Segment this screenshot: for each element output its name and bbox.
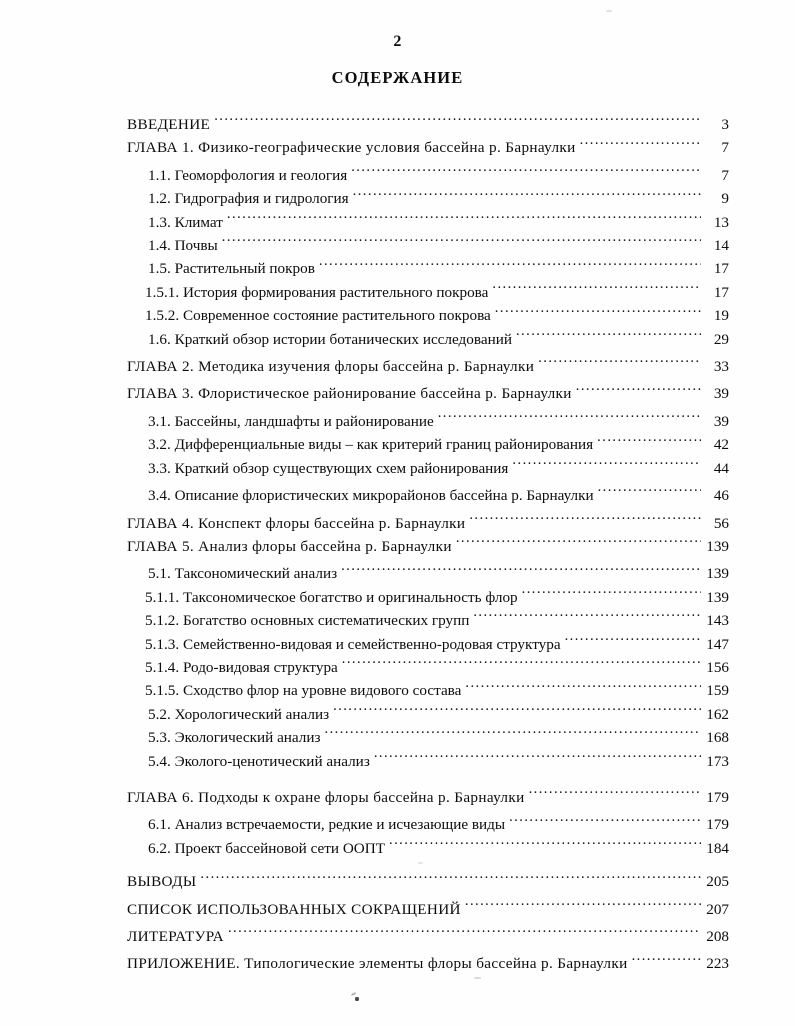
toc-entry-label: ВВЕДЕНИЕ	[127, 116, 211, 133]
toc-leader-dots	[580, 137, 701, 152]
toc-leader-dots	[465, 680, 701, 695]
toc-entry[interactable]	[127, 703, 729, 726]
toc-entry[interactable]	[127, 633, 729, 656]
toc-entry-label: 1.4. Почвы	[148, 237, 218, 255]
toc-entry-label: 5.1.5. Сходство флор на уровне видового состава	[145, 682, 462, 700]
table-of-contents	[127, 113, 729, 976]
toc-entry[interactable]	[127, 234, 729, 257]
toc-entry[interactable]	[127, 750, 729, 773]
toc-entry-page-number: 29	[713, 330, 729, 348]
toc-entry[interactable]	[127, 136, 729, 159]
toc-entry-page-number: 13	[713, 213, 729, 231]
toc-entry-label: 5.1.1. Таксономическое богатство и оригинальность флор	[145, 588, 518, 606]
toc-entry[interactable]	[127, 433, 729, 456]
toc-leader-dots	[465, 898, 701, 913]
toc-entry-page-number: 9	[721, 190, 729, 208]
scan-artifact	[355, 997, 359, 1001]
toc-entry[interactable]	[127, 382, 729, 405]
toc-entry-label: 6.2. Проект бассейновой сети ООПТ	[148, 839, 385, 857]
scan-artifact	[418, 862, 423, 864]
toc-leader-dots	[576, 383, 701, 398]
toc-entry-page-number: 147	[706, 635, 729, 653]
toc-entry-page-number: 143	[706, 612, 729, 630]
toc-entry-page-number: 39	[713, 385, 729, 403]
toc-entry-label: ПРИЛОЖЕНИЕ. Типологические элементы флоры бассейна р. Барнаулки	[127, 955, 628, 973]
toc-entry[interactable]	[127, 562, 729, 585]
toc-entry-page-number: 173	[706, 752, 729, 770]
toc-leader-dots	[522, 587, 701, 602]
toc-entry[interactable]	[127, 211, 729, 234]
toc-entry[interactable]	[127, 257, 729, 280]
toc-leader-dots	[516, 328, 701, 343]
toc-leader-dots	[374, 750, 701, 765]
toc-entry[interactable]	[127, 304, 729, 327]
toc-leader-dots	[353, 188, 701, 203]
scan-artifact	[606, 10, 612, 12]
toc-entry-label: ГЛАВА 5. Анализ флоры бассейна р. Барнаулки	[127, 537, 452, 555]
toc-entry-label: 5.1.2. Богатство основных систематических групп	[145, 612, 470, 630]
toc-entry-label: ГЛАВА 4. Конспект флоры бассейна р. Барнаулки	[127, 514, 466, 532]
toc-leader-dots	[438, 411, 701, 426]
page-number: 2	[393, 33, 402, 50]
toc-entry[interactable]	[127, 679, 729, 702]
toc-entry-page-number: 223	[706, 955, 729, 973]
toc-entry[interactable]	[127, 925, 729, 948]
toc-entry-label: ГЛАВА 2. Методика изучения флоры бассейна р. Барнаулки	[127, 358, 535, 376]
toc-entry[interactable]	[127, 187, 729, 210]
toc-leader-dots	[389, 838, 701, 853]
toc-entry-page-number: 39	[713, 412, 729, 430]
toc-entry-page-number: 159	[706, 682, 729, 700]
toc-entry[interactable]	[127, 609, 729, 632]
toc-entry[interactable]	[127, 813, 729, 836]
toc-leader-dots	[512, 458, 701, 473]
toc-entry[interactable]	[127, 586, 729, 609]
toc-leader-dots	[509, 814, 701, 829]
toc-entry-page-number: 184	[706, 839, 729, 857]
toc-leader-dots	[598, 485, 701, 500]
toc-leader-dots	[351, 165, 701, 180]
toc-leader-dots	[222, 235, 701, 250]
toc-entry-page-number: 139	[706, 588, 729, 606]
toc-entry-label: 1.6. Краткий обзор истории ботанических исследований	[148, 330, 512, 348]
toc-entry-label: 3.3. Краткий обзор существующих схем районирования	[148, 459, 509, 477]
toc-leader-dots	[632, 953, 701, 968]
toc-leader-dots	[319, 258, 701, 273]
toc-entry-page-number: 3	[721, 116, 729, 133]
toc-entry-label: ВЫВОДЫ	[127, 873, 197, 891]
toc-entry[interactable]	[127, 870, 729, 893]
toc-entry-page-number: 17	[713, 283, 729, 301]
toc-entry[interactable]	[127, 410, 729, 433]
toc-leader-dots	[538, 356, 701, 371]
toc-entry-page-number: 19	[713, 307, 729, 325]
toc-entry-page-number: 42	[713, 436, 729, 454]
toc-leader-dots	[200, 871, 701, 886]
toc-leader-dots	[333, 704, 701, 719]
toc-leader-dots	[529, 787, 701, 802]
toc-entry-page-number: 162	[706, 705, 729, 723]
toc-entry-label: 6.1. Анализ встречаемости, редкие и исчезающие виды	[148, 816, 506, 834]
toc-leader-dots	[342, 657, 701, 672]
scan-artifact	[474, 977, 481, 979]
toc-entry[interactable]	[127, 328, 729, 351]
toc-leader-dots	[214, 114, 701, 129]
toc-entry[interactable]	[127, 484, 729, 507]
toc-leader-dots	[228, 926, 701, 941]
toc-entry-label: 3.1. Бассейны, ландшафты и районирование	[148, 412, 434, 430]
toc-entry[interactable]	[127, 512, 729, 535]
toc-entry[interactable]	[127, 786, 729, 809]
toc-entry-page-number: 207	[706, 900, 729, 918]
toc-entry[interactable]	[127, 164, 729, 187]
toc-entry-label: ГЛАВА 1. Физико-географические условия бассейна р. Барнаулки	[127, 139, 576, 157]
toc-entry-label: ЛИТЕРАТУРА	[127, 928, 224, 945]
toc-entry-label: 1.5. Растительный покров	[148, 260, 315, 278]
toc-leader-dots	[227, 211, 701, 226]
toc-leader-dots	[341, 563, 701, 578]
toc-entry-page-number: 205	[706, 873, 729, 891]
toc-entry[interactable]	[127, 281, 729, 304]
toc-entry[interactable]	[127, 952, 729, 975]
toc-leader-dots	[492, 282, 701, 297]
toc-entry-page-number: 14	[713, 237, 729, 255]
toc-entry-page-number: 139	[706, 565, 729, 583]
scan-artifact	[351, 992, 356, 996]
toc-entry[interactable]	[127, 535, 729, 558]
toc-leader-dots	[325, 727, 701, 742]
toc-leader-dots	[495, 305, 701, 320]
toc-entry-label: 1.1. Геоморфология и геология	[148, 166, 348, 184]
toc-entry-label: 1.3. Климат	[148, 213, 223, 231]
toc-entry-page-number: 139	[706, 537, 729, 555]
toc-entry-page-number: 44	[713, 459, 729, 477]
toc-entry-page-number: 46	[713, 487, 729, 505]
toc-entry-label: 3.4. Описание флористических микрорайонов бассейна р. Барнаулки	[148, 487, 594, 505]
toc-entry-page-number: 208	[706, 928, 729, 945]
toc-entry-page-number: 17	[713, 260, 729, 278]
toc-entry-label: 5.2. Хорологический анализ	[148, 705, 330, 723]
toc-leader-dots	[597, 434, 701, 449]
toc-entry-label: ГЛАВА 3. Флористическое районирование бассейна р. Барнаулки	[127, 385, 572, 403]
toc-entry-page-number: 56	[713, 514, 729, 532]
toc-leader-dots	[456, 536, 701, 551]
toc-entry[interactable]	[127, 113, 729, 136]
toc-entry[interactable]	[127, 837, 729, 860]
toc-entry-page-number: 168	[706, 729, 729, 747]
toc-entry-label: 5.4. Эколого-ценотический анализ	[148, 752, 370, 770]
toc-entry-label: СПИСОК ИСПОЛЬЗОВАННЫХ СОКРАЩЕНИЙ	[127, 900, 461, 918]
toc-leader-dots	[565, 633, 701, 648]
toc-entry-page-number: 7	[721, 166, 729, 184]
toc-leader-dots	[469, 512, 701, 527]
toc-entry-label: 5.1.4. Родо-видовая структура	[145, 658, 338, 676]
toc-entry[interactable]	[127, 355, 729, 378]
toc-entry-page-number: 179	[706, 816, 729, 834]
toc-entry-label: 1.2. Гидрография и гидрология	[148, 190, 349, 208]
toc-entry[interactable]	[127, 898, 729, 921]
toc-entry-label: 1.5.2. Современное состояние растительного покрова	[145, 307, 491, 325]
toc-entry-label: 3.2. Дифференциальные виды – как критерий границ районирования	[148, 436, 594, 454]
toc-entry-label: 5.1. Таксономический анализ	[148, 565, 338, 583]
toc-entry[interactable]	[127, 726, 729, 749]
toc-entry-page-number: 179	[706, 788, 729, 806]
toc-entry-label: 5.1.3. Семейственно-видовая и семейственно-родовая структура	[145, 635, 561, 653]
toc-entry-page-number: 33	[713, 358, 729, 376]
page-title: СОДЕРЖАНИЕ	[331, 68, 464, 87]
toc-entry[interactable]	[127, 656, 729, 679]
toc-entry-label: 1.5.1. История формирования растительного покрова	[145, 283, 489, 301]
toc-leader-dots	[473, 610, 701, 625]
toc-entry[interactable]	[127, 457, 729, 480]
toc-entry-page-number: 7	[721, 139, 729, 157]
toc-entry-label: 5.3. Экологический анализ	[148, 729, 321, 747]
toc-entry-label: ГЛАВА 6. Подходы к охране флоры бассейна р. Барнаулки	[127, 788, 525, 806]
toc-entry-page-number: 156	[706, 658, 729, 676]
